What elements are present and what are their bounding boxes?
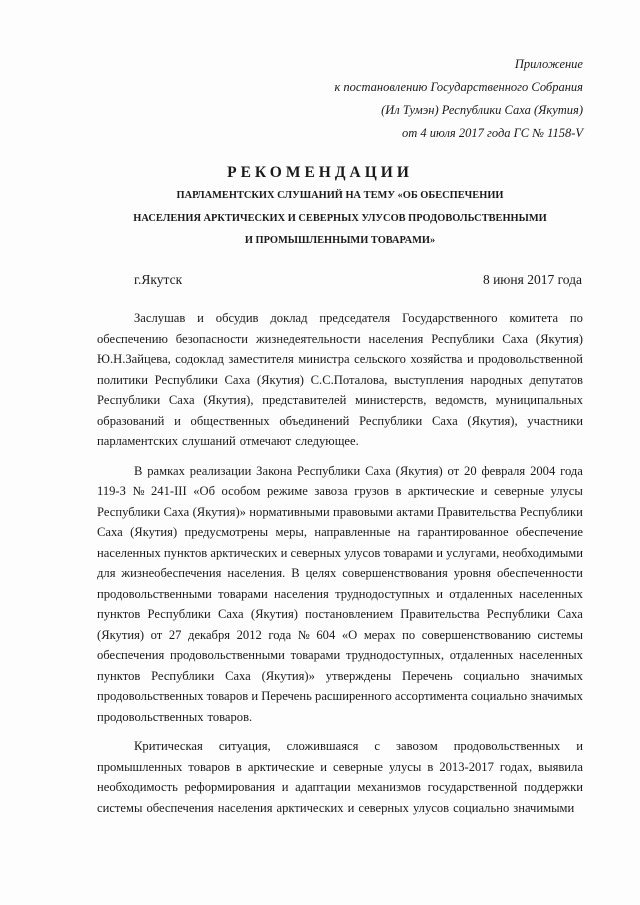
appendix-line: Приложение <box>514 57 583 71</box>
paragraph-line: продовольственных товаров. <box>97 709 253 724</box>
paragraph <box>97 736 583 818</box>
paragraph-line: образований и общественных объединений Республики Саха (Якутия), участники <box>97 413 583 428</box>
paragraph-line: Ю.Н.Зайцева, содоклад заместителя министра сельского хозяйства и продовольственной <box>97 352 583 366</box>
subtitle-line: И ПРОМЫШЛЕННЫМИ ТОВАРАМИ» <box>244 235 436 246</box>
paragraph-line: Саха (Якутия) предусмотрены меры, направленные на гарантированное обеспечение <box>97 525 583 539</box>
paragraph-line: обеспечению безопасности жизнедеятельности населения Республики Саха (Якутия) <box>97 331 583 346</box>
paragraph-line: обеспечения продовольственными товарами труднодоступных, отдаленных населенных <box>97 648 583 662</box>
paragraph-line: Республики Саха (Якутия)» нормативными правовыми актами Правительства Республики <box>97 504 583 519</box>
paragraph <box>97 461 583 728</box>
appendix-line: (Ил Тумэн) Республики Саха (Якутия) <box>381 103 583 117</box>
paragraph-line: населенных пунктов арктических и северных улусов товарами и услугами, необходимыми <box>97 545 583 560</box>
paragraph-line: 119-З № 241-III «Об особом режиме завоза грузов в арктические и северные улусы <box>97 484 583 498</box>
paragraph-line: продовольственных товаров и Перечень расширенного ассортимента социально значимых <box>97 689 583 703</box>
appendix-block <box>334 53 583 145</box>
subtitle-line: НАСЕЛЕНИЯ АРКТИЧЕСКИХ И СЕВЕРНЫХ УЛУСОВ ПРОДОВОЛЬСТВЕННЫМИ <box>133 212 547 224</box>
date-label: 8 июня 2017 года <box>482 272 582 287</box>
paragraph-line: В рамках реализации Закона Республики Саха (Якутия) от 20 февраля 2004 года <box>134 463 583 478</box>
paragraph-line: продовольственными товарами населения труднодоступных и отдаленных населенных <box>97 586 583 601</box>
paragraph <box>97 308 583 452</box>
paragraph-line: Критическая ситуация, сложившаяся с завозом продовольственных и <box>134 739 583 753</box>
paragraph-line: необходимость реформирования и адаптации механизмов государственной поддержки <box>97 780 583 794</box>
paragraph-line: политики Республики Саха (Якутия) С.С.Поталова, выступления народных депутатов <box>97 372 583 387</box>
paragraph-line: системы обеспечения населения арктических и северных улусов социально значимыми <box>97 800 575 815</box>
place-label: г.Якутск <box>134 272 183 287</box>
appendix-line: от 4 июля 2017 года ГС № 1158-V <box>401 126 583 140</box>
paragraph-line: пунктов Республики Саха (Якутия) постановлением Правительства Республики Саха <box>97 607 583 621</box>
paragraph-line: Республики Саха (Якутия), представителей министерств, ведомств, муниципальных <box>97 393 583 407</box>
document-subtitle <box>120 185 560 253</box>
body-text <box>97 308 583 827</box>
paragraph-line: для жизнеобеспечения населения. В целях совершенствования уровня обеспеченности <box>97 566 583 580</box>
paragraph-line: (Якутия) от 27 декабря 2012 года № 604 «О мерах по совершенствованию системы <box>97 627 583 642</box>
paragraph-line: пунктов Республики Саха (Якутия)» утверждены Перечень социально значимых <box>97 668 583 683</box>
appendix-line: к постановлению Государственного Собрания <box>334 80 583 94</box>
paragraph-line: парламентских слушаний отмечают следующее. <box>97 434 359 448</box>
paragraph-line: Заслушав и обсудив доклад председателя Государственного комитета по <box>134 311 583 325</box>
document-title: РЕКОМЕНДАЦИИ <box>227 164 413 181</box>
paragraph-line: промышленных товаров в арктические и северные улусы в 2013-2017 годах, выявила <box>97 759 583 774</box>
subtitle-line: ПАРЛАМЕНТСКИХ СЛУШАНИЙ НА ТЕМУ «ОБ ОБЕСПЕЧЕНИИ <box>176 190 504 201</box>
